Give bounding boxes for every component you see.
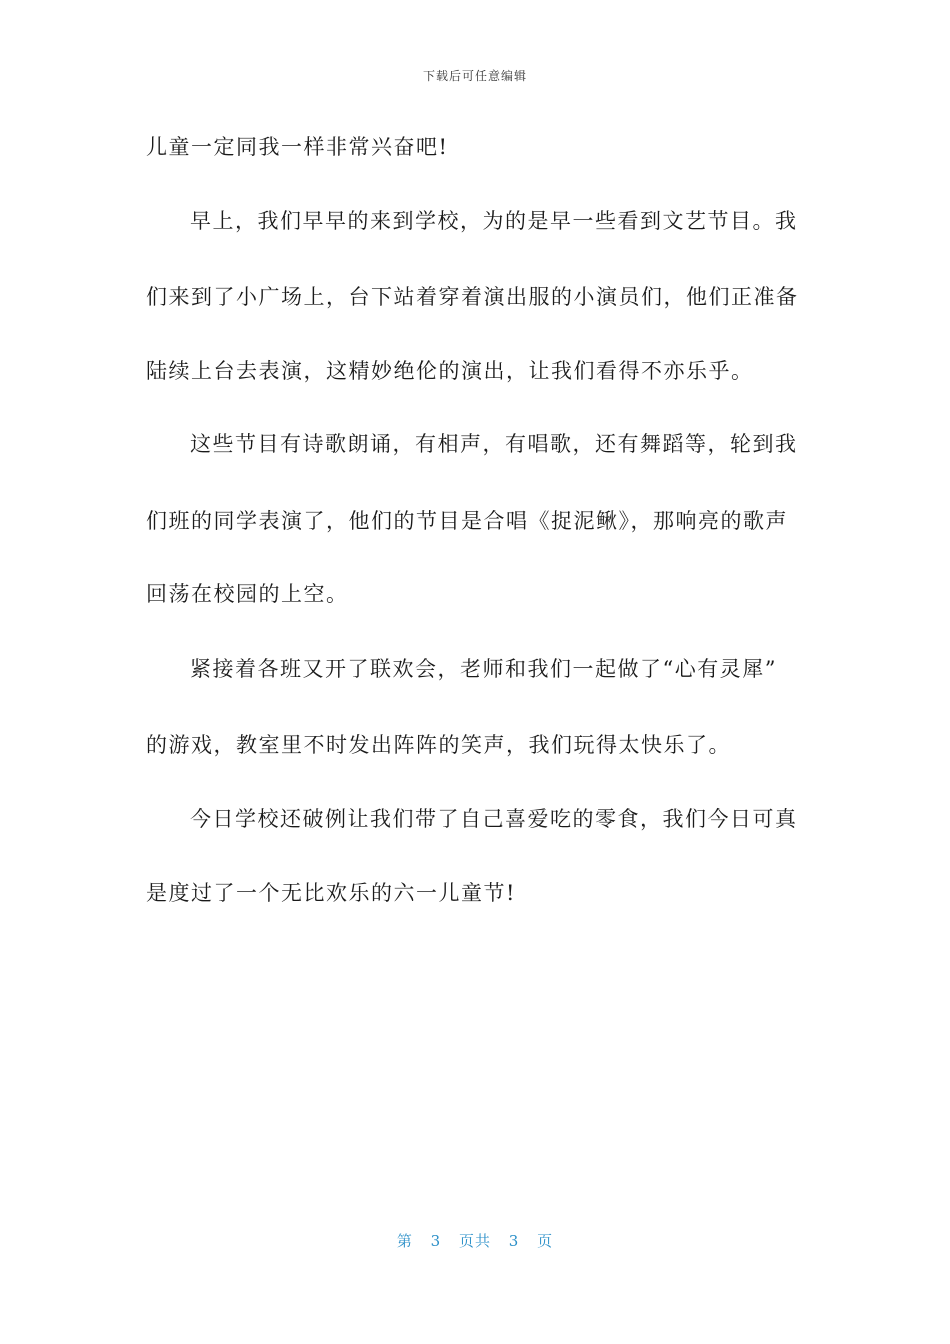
text-line: 这些节目有诗歌朗诵，有相声，有唱歌，还有舞蹈等，轮到我 bbox=[190, 432, 798, 456]
footer-prefix: 第 bbox=[396, 1232, 413, 1250]
text-line: 回荡在校园的上空。 bbox=[146, 582, 349, 606]
text-line: 紧接着各班又开了联欢会，老师和我们一起做了“心有灵犀” bbox=[190, 657, 777, 681]
text-line: 的游戏，教室里不时发出阵阵的笑声，我们玩得太快乐了。 bbox=[146, 733, 731, 757]
text-line: 儿童一定同我一样非常兴奋吧! bbox=[146, 135, 449, 159]
footer-suffix: 页 bbox=[537, 1232, 554, 1250]
text-line: 们来到了小广场上，台下站着穿着演出服的小演员们，他们正准备 bbox=[146, 285, 799, 309]
text-line: 陆续上台去表演，这精妙绝伦的演出，让我们看得不亦乐乎。 bbox=[146, 359, 754, 383]
text-line: 早上，我们早早的来到学校，为的是早一些看到文艺节目。我 bbox=[190, 209, 798, 233]
text-line: 今日学校还破例让我们带了自己喜爱吃的零食，我们今日可真 bbox=[190, 807, 798, 831]
text-line: 是度过了一个无比欢乐的六一儿童节! bbox=[146, 881, 516, 905]
footer-current-page: 3 bbox=[430, 1232, 442, 1250]
page-footer bbox=[0, 1230, 950, 1251]
footer-total-pages: 3 bbox=[508, 1232, 520, 1250]
text-line: 们班的同学表演了，他们的节目是合唱《捉泥鳅》，那响亮的歌声 bbox=[146, 509, 788, 533]
page-header: 下载后可任意编辑 bbox=[422, 69, 527, 83]
footer-middle: 页共 bbox=[458, 1232, 491, 1250]
